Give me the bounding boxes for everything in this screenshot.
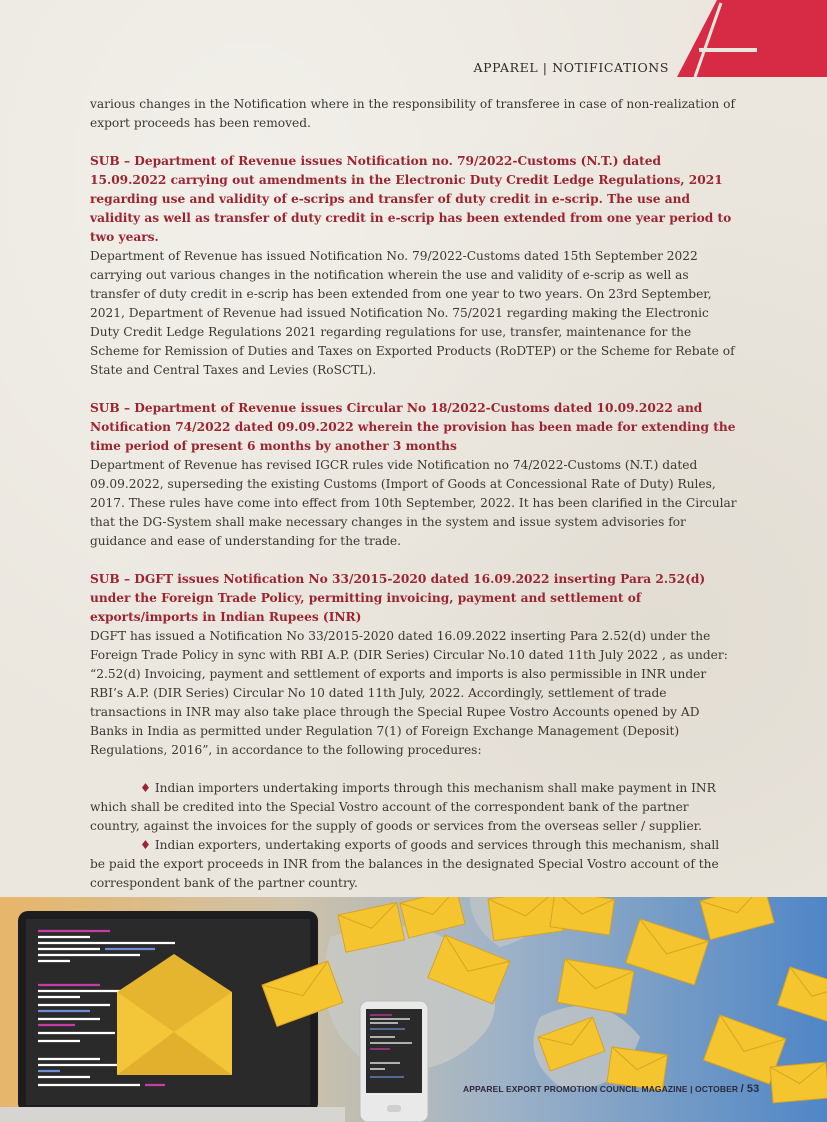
magazine-name: APPAREL EXPORT PROMOTION COUNCIL MAGAZINE | OCTOBER bbox=[463, 1084, 739, 1094]
section-body: Department of Revenue has revised IGCR rules vide Notification no 74/2022-Customs (N.T.) dated 09.09.2022, superseding the existing Customs (Import of Goods at Concessional Rate of Duty) Rules, 2017. These rules have come into effect from 10th September, 2022. It has been clarified in the Circular that the DG-System shall make necessary changes in the system and issue system advisories for guidance and ease of understanding for the trade. bbox=[90, 458, 737, 548]
section-subject: SUB – Department of Revenue issues Circular No 18/2022-Customs dated 10.09.2022 and Notification 74/2022 dated 09.09.2022 wherein the provision has been made for extending the time period of present 6 months by another 3 months bbox=[90, 401, 736, 453]
page-footer bbox=[463, 1083, 759, 1095]
section-label: APPAREL | NOTIFICATIONS bbox=[473, 60, 669, 75]
section-body: Department of Revenue has issued Notification No. 79/2022-Customs dated 15th September 2022 carrying out various changes in the notification wherein the use and validity of e-scrip as well as transfer of duty credit in e-scrip has been extended from one year to two years. On 23rd September, 2021, Department of Revenue had issued Notification No. 75/2021 regarding making the Electronic Duty Credit Ledge Regulations 2021 regarding regulations for use, transfer, maintenance for the Scheme for Remission of Duties and Taxes on Exported Products (RoDTEP) or the Scheme for Rebate of State and Central Taxes and Levies (RoSCTL). bbox=[90, 249, 735, 377]
section-subject: SUB – DGFT issues Notification No 33/2015-2020 dated 16.09.2022 inserting Para 2.52(d) under the Foreign Trade Policy, permitting invoicing, payment and settlement of exports/imports in Indian Rupees (INR) bbox=[90, 572, 706, 624]
bullet-item: ♦ Indian importers undertaking imports through this mechanism shall make payment in INR which shall be credited into the Special Vostro account of the correspondent bank of the partner country, against the invoices for the supply of goods or services from the overseas seller / supplier. bbox=[90, 781, 716, 833]
diamond-bullet-icon: ♦ bbox=[140, 838, 151, 852]
bullet-item: ♦ Indian exporters, undertaking exports of goods and services through this mechanism, shall be paid the export proceeds in INR from the balances in the designated Special Vostro account of the correspondent bank of the partner country. bbox=[90, 838, 720, 890]
apparel-logo-icon bbox=[677, 0, 827, 77]
article-body bbox=[90, 95, 738, 893]
page-number: / 53 bbox=[740, 1083, 760, 1095]
intro-paragraph: various changes in the Notification where in the responsibility of transferee in case of non-realization of export proceeds has been removed. bbox=[90, 97, 735, 130]
section-subject: SUB – Department of Revenue issues Notification no. 79/2022-Customs (N.T.) dated 15.09.2022 carrying out amendments in the Electronic Duty Credit Ledge Regulations, 2021 regarding use and validity of e-scrips and transfer of duty credit in e-scrip. The use and validity as well as transfer of duty credit in e-scrip has been extended from one year period to two years. bbox=[90, 154, 732, 244]
diamond-bullet-icon: ♦ bbox=[140, 781, 151, 795]
section-body: DGFT has issued a Notification No 33/2015-2020 dated 16.09.2022 inserting Para 2.52(d) under the Foreign Trade Policy in sync with RBI A.P. (DIR Series) Circular No.10 dated 11th July 2022 , as under: “2.52(d) Invoicing, payment and settlement of exports and imports is also permissible in INR under RBI’s A.P. (DIR Series) Circular No 10 dated 11th July, 2022. Accordingly, settlement of trade transactions in INR may also take place through the Special Rupee Vostro Accounts opened by AD Banks in India as permitted under Regulation 7(1) of Foreign Exchange Management (Deposit) Regulations, 2016”, in accordance to the following procedures: bbox=[90, 629, 728, 757]
